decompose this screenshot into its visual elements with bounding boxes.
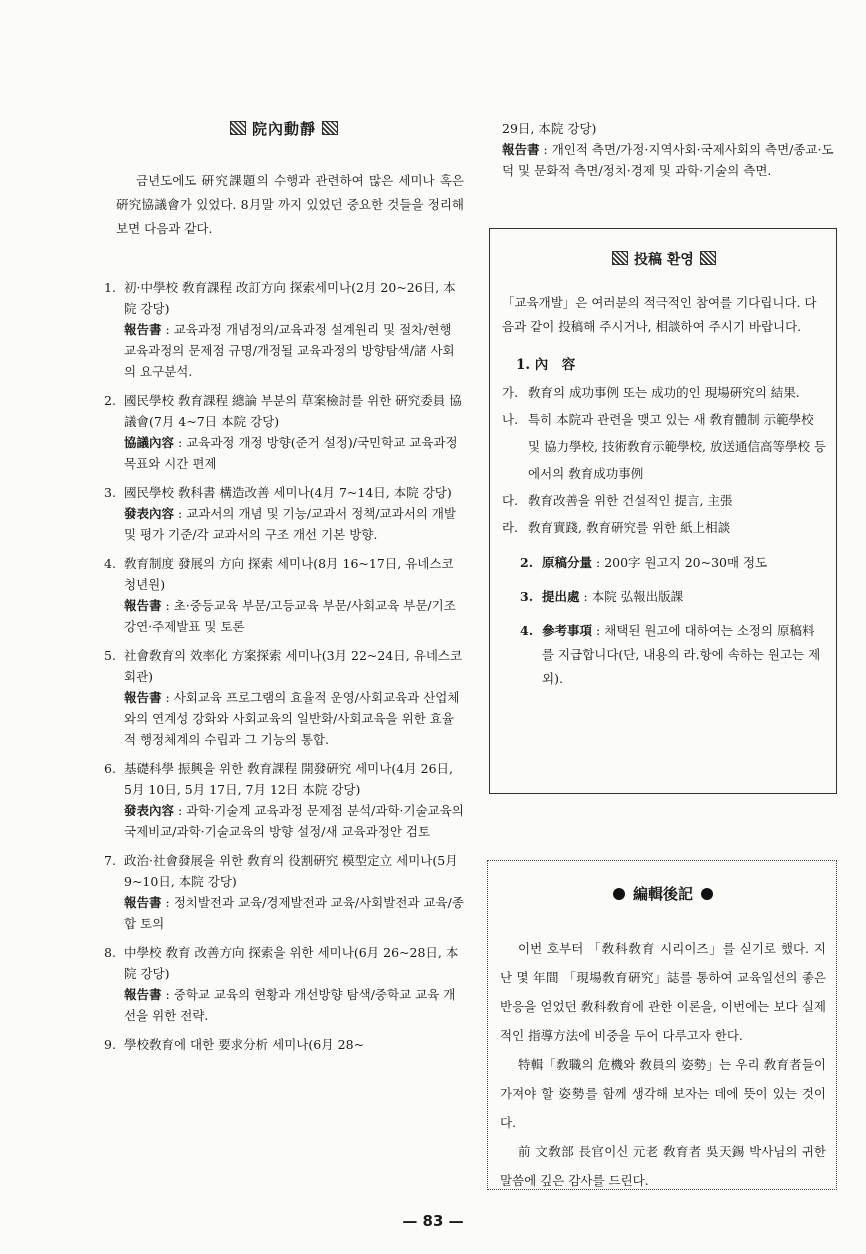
- item-label: 報告書: [124, 322, 162, 337]
- list-item: [104, 1034, 464, 1055]
- section-title-text: 院內動靜: [251, 120, 316, 138]
- submission-title-text: 投稿 환영: [634, 252, 694, 268]
- numbered-text: 200字 원고지 20~30매 정도: [604, 555, 768, 570]
- item-number: 7.: [104, 853, 116, 868]
- editors-note-paragraph: 特輯「敎職의 危機와 敎員의 姿勢」는 우리 敎育者들이 가져야 할 姿勢를 함께 생각해 보자는 데에 뜻이 있는 것이다.: [500, 1057, 826, 1130]
- item-text: 과학·기술계 교육과정 문제점 분석/과학·기술교육의 국제비교/과학·기술교육의 방향 설정/새 교육과정안 검토: [124, 803, 464, 839]
- item-heading: 國民學校 敎科書 構造改善 세미나(4月 7~14日, 本院 강당): [124, 485, 452, 500]
- submission-place: 3. 提出處 : 本院 弘報出版課: [502, 585, 826, 609]
- numbered-text: 채택된 원고에 대하여는 소정의 原稿料를 지급합니다(단, 내용의 라.항에 속하는 원고는 제외).: [542, 623, 821, 686]
- item-number: 1.: [104, 280, 116, 295]
- continued-heading: 29日, 本院 강당): [502, 121, 597, 136]
- intro-paragraph: 금년도에도 硏究課題의 수행과 관련하여 많은 세미나 혹은 硏究協議會가 있었다. 8月말 까지 있었던 중요한 것들을 정리해 보면 다음과 같다.: [116, 173, 464, 236]
- numbered-key: 2.: [520, 555, 534, 570]
- section-title: [104, 118, 464, 139]
- item-heading: 學校敎育에 대한 要求分析 세미나(6月 28~: [124, 1037, 365, 1052]
- numbered-text: 本院 弘報出版課: [591, 589, 684, 604]
- item-number: 9.: [104, 1037, 116, 1052]
- item-text: 사회교육 프로그램의 효율적 운영/사회교육과 산업체와의 연계성 강화와 사회교육의 일반화/사회교육을 위한 효율적 행정체계의 수립과 그 기능의 통합.: [124, 690, 460, 747]
- item-label: 發表內容: [124, 803, 175, 818]
- content-item: [502, 406, 826, 487]
- right-column: [502, 118, 842, 207]
- manuscript-length: 2. 原稿分量 : 200字 원고지 20~30매 정도: [502, 551, 826, 575]
- content-item: [502, 379, 826, 406]
- item-number: 5.: [104, 648, 116, 663]
- numbered-key: 3.: [520, 589, 534, 604]
- editors-note-paragraph: 이번 호부터 「敎科敎育 시리이즈」를 싣기로 했다. 지난 몇 年間 「現場敎育硏究」誌를 통하여 교육일선의 좋은 반응을 얻었던 敎科敎育에 관한 이론을, 이번에는 보다 실제적인 指導方法에 비중을 두어 다루고자 한다.: [500, 941, 826, 1043]
- content-heading-num: 1.: [516, 357, 531, 373]
- editors-note-title-text: 編輯後記: [632, 885, 693, 903]
- editors-note-title: [500, 883, 826, 904]
- item-heading: 國民學校 敎育課程 總論 부분의 草案檢討를 위한 硏究委員 協議會(7月 4~7日 本院 강당): [124, 393, 462, 429]
- list-item: 8. 中學校 敎育 改善方向 探索을 위한 세미나(6月 26~28日, 本院 강당) 報告書 : 중학교 교육의 현황과 개선방향 탐색/중학교 교육 개선을 위한 전략.: [104, 942, 464, 1026]
- numbered-label: 參考事項: [542, 623, 593, 638]
- content-item-text: 특히 本院과 관련을 맺고 있는 새 敎育體制 示範學校 및 協力學校, 技術敎育示範學校, 放送通信高等學校 등에서의 敎育成功事例: [528, 412, 826, 481]
- editors-note-box: [487, 860, 837, 1190]
- item-number: 4.: [104, 556, 116, 571]
- content-item-key: 라.: [502, 520, 519, 535]
- list-item: 3. 國民學校 敎科書 構造改善 세미나(4月 7~14日, 本院 강당) 發表內容 : 교과서의 개념 및 기능/교과서 정책/교과서의 개발 및 평가 기준/각 교과서의 구조 개선 기본 방향.: [104, 482, 464, 545]
- item-text: 교육과정 개념정의/교육과정 설계원리 및 절차/현행 교육과정의 문제점 규명/개정될 교육과정의 방향탐색/諸 사회의 요구분석.: [124, 322, 455, 379]
- item-heading: 中學校 敎育 改善方向 探索을 위한 세미나(6月 26~28日, 本院 강당): [124, 945, 459, 981]
- content-item: [502, 487, 826, 514]
- item-text: 정치발전과 교육/경제발전과 교육/사회발전과 교육/종합 토의: [124, 895, 464, 931]
- list-item: 6. 基礎科學 振興을 위한 敎育課程 開發硏究 세미나(4月 26日, 5月 10日, 5月 17日, 7月 12日 本院 강당) 發表內容 : 과학·기술계 교육과정 문제점 분석/과학·기술교육의 국제비교/과학·기술교육의 방향 설정/새 교육과정안 검토: [104, 758, 464, 842]
- item-heading: 敎育制度 發展의 方向 探索 세미나(8月 16~17日, 유네스코 청년원): [124, 556, 454, 592]
- content-item-key: 나.: [502, 412, 519, 427]
- content-item-key: 가.: [502, 385, 519, 400]
- content-heading-text: 內 容: [534, 357, 576, 373]
- list-item: 4. 敎育制度 發展의 方向 探索 세미나(8月 16~17日, 유네스코 청년원) 報告書 : 초·중등교육 부문/고등교육 부문/사회교육 부문/기조 강연·주제발표 및 토론: [104, 553, 464, 637]
- item-heading: 基礎科學 振興을 위한 敎育課程 開發硏究 세미나(4月 26日, 5月 10日, 5月 17日, 7月 12日 本院 강당): [124, 761, 454, 797]
- item-text: 중학교 교육의 현황과 개선방향 탐색/중학교 교육 개선을 위한 전략.: [124, 987, 456, 1023]
- item-text: 초·중등교육 부문/고등교육 부문/사회교육 부문/기조 강연·주제발표 및 토론: [124, 598, 456, 634]
- list-item: 7. 政治·社會發展을 위한 敎育의 役割硏究 模型定立 세미나(5月 9~10日, 本院 강당) 報告書 : 정치발전과 교육/경제발전과 교육/사회발전과 교육/종합 토의: [104, 850, 464, 934]
- list-item: 2. 國民學校 敎育課程 總論 부분의 草案檢討를 위한 硏究委員 協議會(7月 4~7日 本院 강당) 協議內容 : 교육과정 개정 방향(준거 설정)/국민학교 교육과정 목표와 시간 편제: [104, 390, 464, 474]
- item-text: 교과서의 개념 및 기능/교과서 정책/교과서의 개발 및 평가 기준/각 교과서의 구조 개선 기본 방향.: [124, 506, 456, 542]
- submission-box: [489, 228, 837, 794]
- reference-notes: 4. 參考事項 : 채택된 원고에 대하여는 소정의 原稿料를 지급합니다(단, 내용의 라.항에 속하는 원고는 제외).: [502, 619, 826, 691]
- item-heading: 政治·社會發展을 위한 敎育의 役割硏究 模型定立 세미나(5月 9~10日, 本院 강당): [124, 853, 458, 889]
- content-heading: [516, 353, 826, 373]
- hatch-square-icon: [322, 121, 338, 135]
- bullet-dot-icon: [613, 888, 625, 900]
- item-label: 報告書: [502, 142, 540, 157]
- list-item: 1. 初·中學校 敎育課程 改訂方向 探索세미나(2月 20~26日, 本院 강당) 報告書 : 교육과정 개념정의/교육과정 설계원리 및 절차/현행 교육과정의 문제점 규명/개정될 교육과정의 방향탐색/諸 사회의 요구분석.: [104, 277, 464, 382]
- content-item-text: 敎育實踐, 敎育硏究를 위한 紙上相談: [528, 520, 731, 535]
- hatch-square-icon: [230, 121, 246, 135]
- continued-item: 29日, 本院 강당) 報告書 : 개인적 측면/가정·지역사회·국제사회의 측면/종교·도덕 및 문화적 측면/정치·경제 및 과학·기술의 측면.: [502, 118, 842, 181]
- item-text: 교육과정 개정 방향(준거 설정)/국민학교 교육과정 목표와 시간 편제: [124, 435, 458, 471]
- item-label: 報告書: [124, 690, 162, 705]
- item-label: 協議內容: [124, 435, 175, 450]
- content-item-text: 敎育의 成功事例 또는 成功的인 現場硏究의 結果.: [528, 385, 800, 400]
- item-label: 報告書: [124, 895, 162, 910]
- editors-note-paragraph: 前 文敎部 長官이신 元老 敎育者 吳天錫 박사님의 귀한 말씀에 깊은 감사를 드린다.: [500, 1144, 826, 1188]
- numbered-key: 4.: [520, 623, 534, 638]
- hatch-square-icon: [700, 251, 716, 265]
- numbered-label: 提出處: [542, 589, 580, 604]
- item-label: 發表內容: [124, 506, 175, 521]
- item-heading: 社會敎育의 效率化 方案探索 세미나(3月 22~24日, 유네스코회관): [124, 648, 463, 684]
- item-heading: 初·中學校 敎育課程 改訂方向 探索세미나(2月 20~26日, 本院 강당): [124, 280, 456, 316]
- item-number: 8.: [104, 945, 116, 960]
- list-item: 5. 社會敎育의 效率化 方案探索 세미나(3月 22~24日, 유네스코회관) 報告書 : 사회교육 프로그램의 효율적 운영/사회교육과 산업체와의 연계성 강화와 사회교육의 일반화/사회교육을 위한 효율적 행정체계의 수립과 그 기능의 통합.: [104, 645, 464, 750]
- bullet-dot-icon: [701, 888, 713, 900]
- item-number: 6.: [104, 761, 116, 776]
- item-text: 개인적 측면/가정·지역사회·국제사회의 측면/종교·도덕 및 문화적 측면/정치·경제 및 과학·기술의 측면.: [502, 142, 834, 178]
- submission-title: [502, 249, 826, 269]
- submission-intro: 「교육개발」은 여러분의 적극적인 참여를 기다립니다. 다음과 같이 投稿해 주시거나, 相談하여 주시기 바랍니다.: [502, 295, 817, 334]
- hatch-square-icon: [612, 251, 628, 265]
- item-number: 3.: [104, 485, 116, 500]
- numbered-label: 原稿分量: [542, 555, 593, 570]
- content-item-text: 敎育改善을 위한 건설적인 提言, 主張: [528, 493, 733, 508]
- item-label: 報告書: [124, 598, 162, 613]
- item-number: 2.: [104, 393, 116, 408]
- left-column: [104, 118, 464, 1063]
- page-number: — 83 —: [402, 1212, 464, 1230]
- item-label: 報告書: [124, 987, 162, 1002]
- content-item: [502, 514, 826, 541]
- content-item-key: 다.: [502, 493, 519, 508]
